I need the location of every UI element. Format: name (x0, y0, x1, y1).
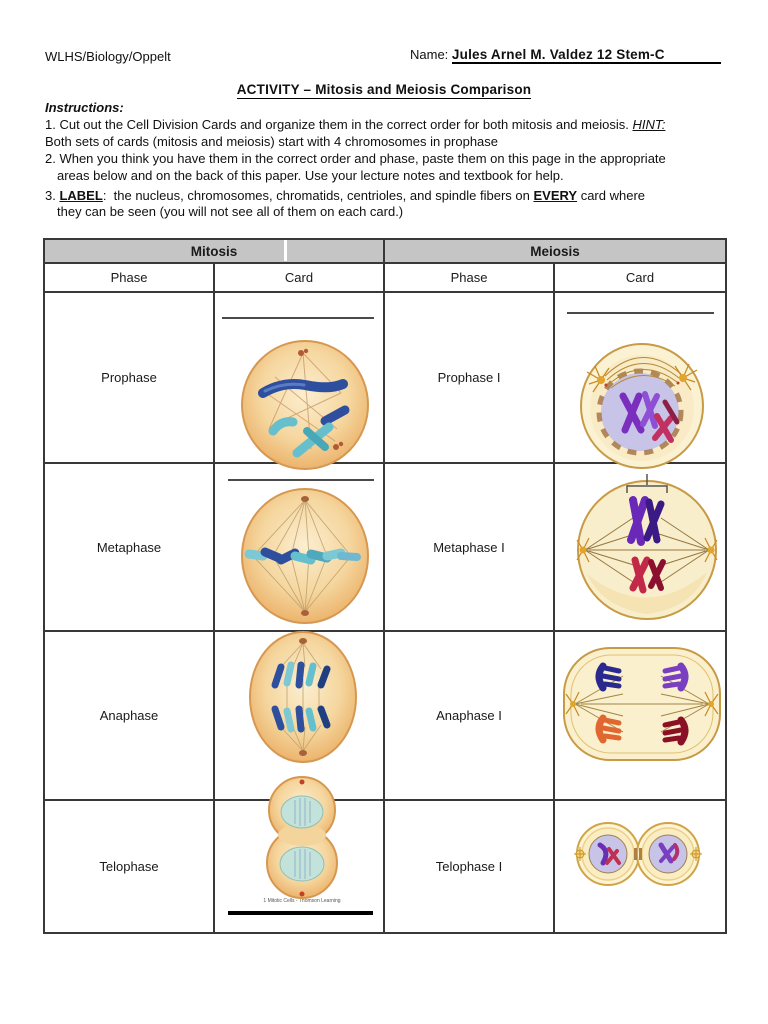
meiosis-prophase1-card-image (579, 338, 706, 470)
mitosis-telophase-label: Telophase (45, 801, 215, 932)
instructions-heading: Instructions: (45, 100, 124, 115)
name-underline (452, 47, 721, 64)
header-gap-artifact (284, 240, 287, 261)
card-top-line (228, 479, 374, 481)
mitosis-metaphase-card-image (239, 486, 371, 626)
mitosis-anaphase-label: Anaphase (45, 632, 215, 801)
every-keyword: EVERY (533, 187, 578, 203)
meiosis-phase-col-header: Phase (385, 264, 555, 293)
meiosis-telophase1-label: Telophase I (385, 801, 555, 932)
telophase-card-caption: 1 Mitotic Cells - Thomson Learning (263, 898, 341, 904)
mitosis-anaphase-card-image (247, 629, 359, 765)
mitosis-prophase-label: Prophase (45, 293, 215, 464)
meiosis-anaphase1-label: Anaphase I (385, 632, 555, 801)
hint-label: HINT: (632, 116, 666, 132)
meiosis-header-cell: Meiosis (385, 240, 725, 264)
name-label: Name: (410, 47, 449, 62)
meiosis-card-col-header: Card (555, 264, 725, 293)
card-bottom-line (228, 911, 373, 915)
student-name: Jules Arnel M. Valdez 12 Stem-C (451, 47, 665, 62)
card-top-line (222, 317, 374, 319)
mitosis-phase-col-header: Phase (45, 264, 215, 293)
meiosis-metaphase1-card-image (575, 470, 720, 622)
mitosis-metaphase-label: Metaphase (45, 464, 215, 632)
course-label: WLHS/Biology/Oppelt (45, 49, 171, 64)
meiosis-anaphase1-card-image (561, 642, 723, 766)
mitosis-card-col-header: Card (215, 264, 385, 293)
meiosis-telophase1-card-image (573, 811, 703, 897)
meiosis-prophase1-label: Prophase I (385, 293, 555, 464)
instruction-1-line-2: Both sets of cards (mitosis and meiosis) start with 4 chromosomes in prophase (45, 133, 499, 149)
name-line (410, 47, 721, 64)
label-keyword: LABEL (59, 187, 103, 203)
instruction-3-line-1: 3. LABEL: the nucleus, chromosomes, chromatids, centrioles, and spindle fibers on EVERY card where (45, 187, 645, 203)
instruction-1-line-1: 1. Cut out the Cell Division Cards and organize them in the correct order for both mitosis and meiosis. HINT: (45, 116, 666, 132)
meiosis-metaphase1-label: Metaphase I (385, 464, 555, 632)
activity-title: ACTIVITY – Mitosis and Meiosis Comparison (236, 82, 532, 97)
mitosis-header-cell: Mitosis (45, 240, 385, 264)
mitosis-telophase-card-image (251, 774, 353, 900)
instruction-2-line-1: 2. When you think you have them in the correct order and phase, paste them on this page in the appropriate (45, 150, 666, 166)
instructions (45, 100, 735, 221)
mitosis-prophase-card-image (239, 337, 372, 472)
instruction-2-line-2: areas below and on the back of this paper. Use your lecture notes and textbook for help. (57, 167, 564, 183)
card-top-line (567, 312, 714, 314)
instruction-3-line-2: they can be seen (you will not see all of them on each card.) (57, 204, 404, 220)
